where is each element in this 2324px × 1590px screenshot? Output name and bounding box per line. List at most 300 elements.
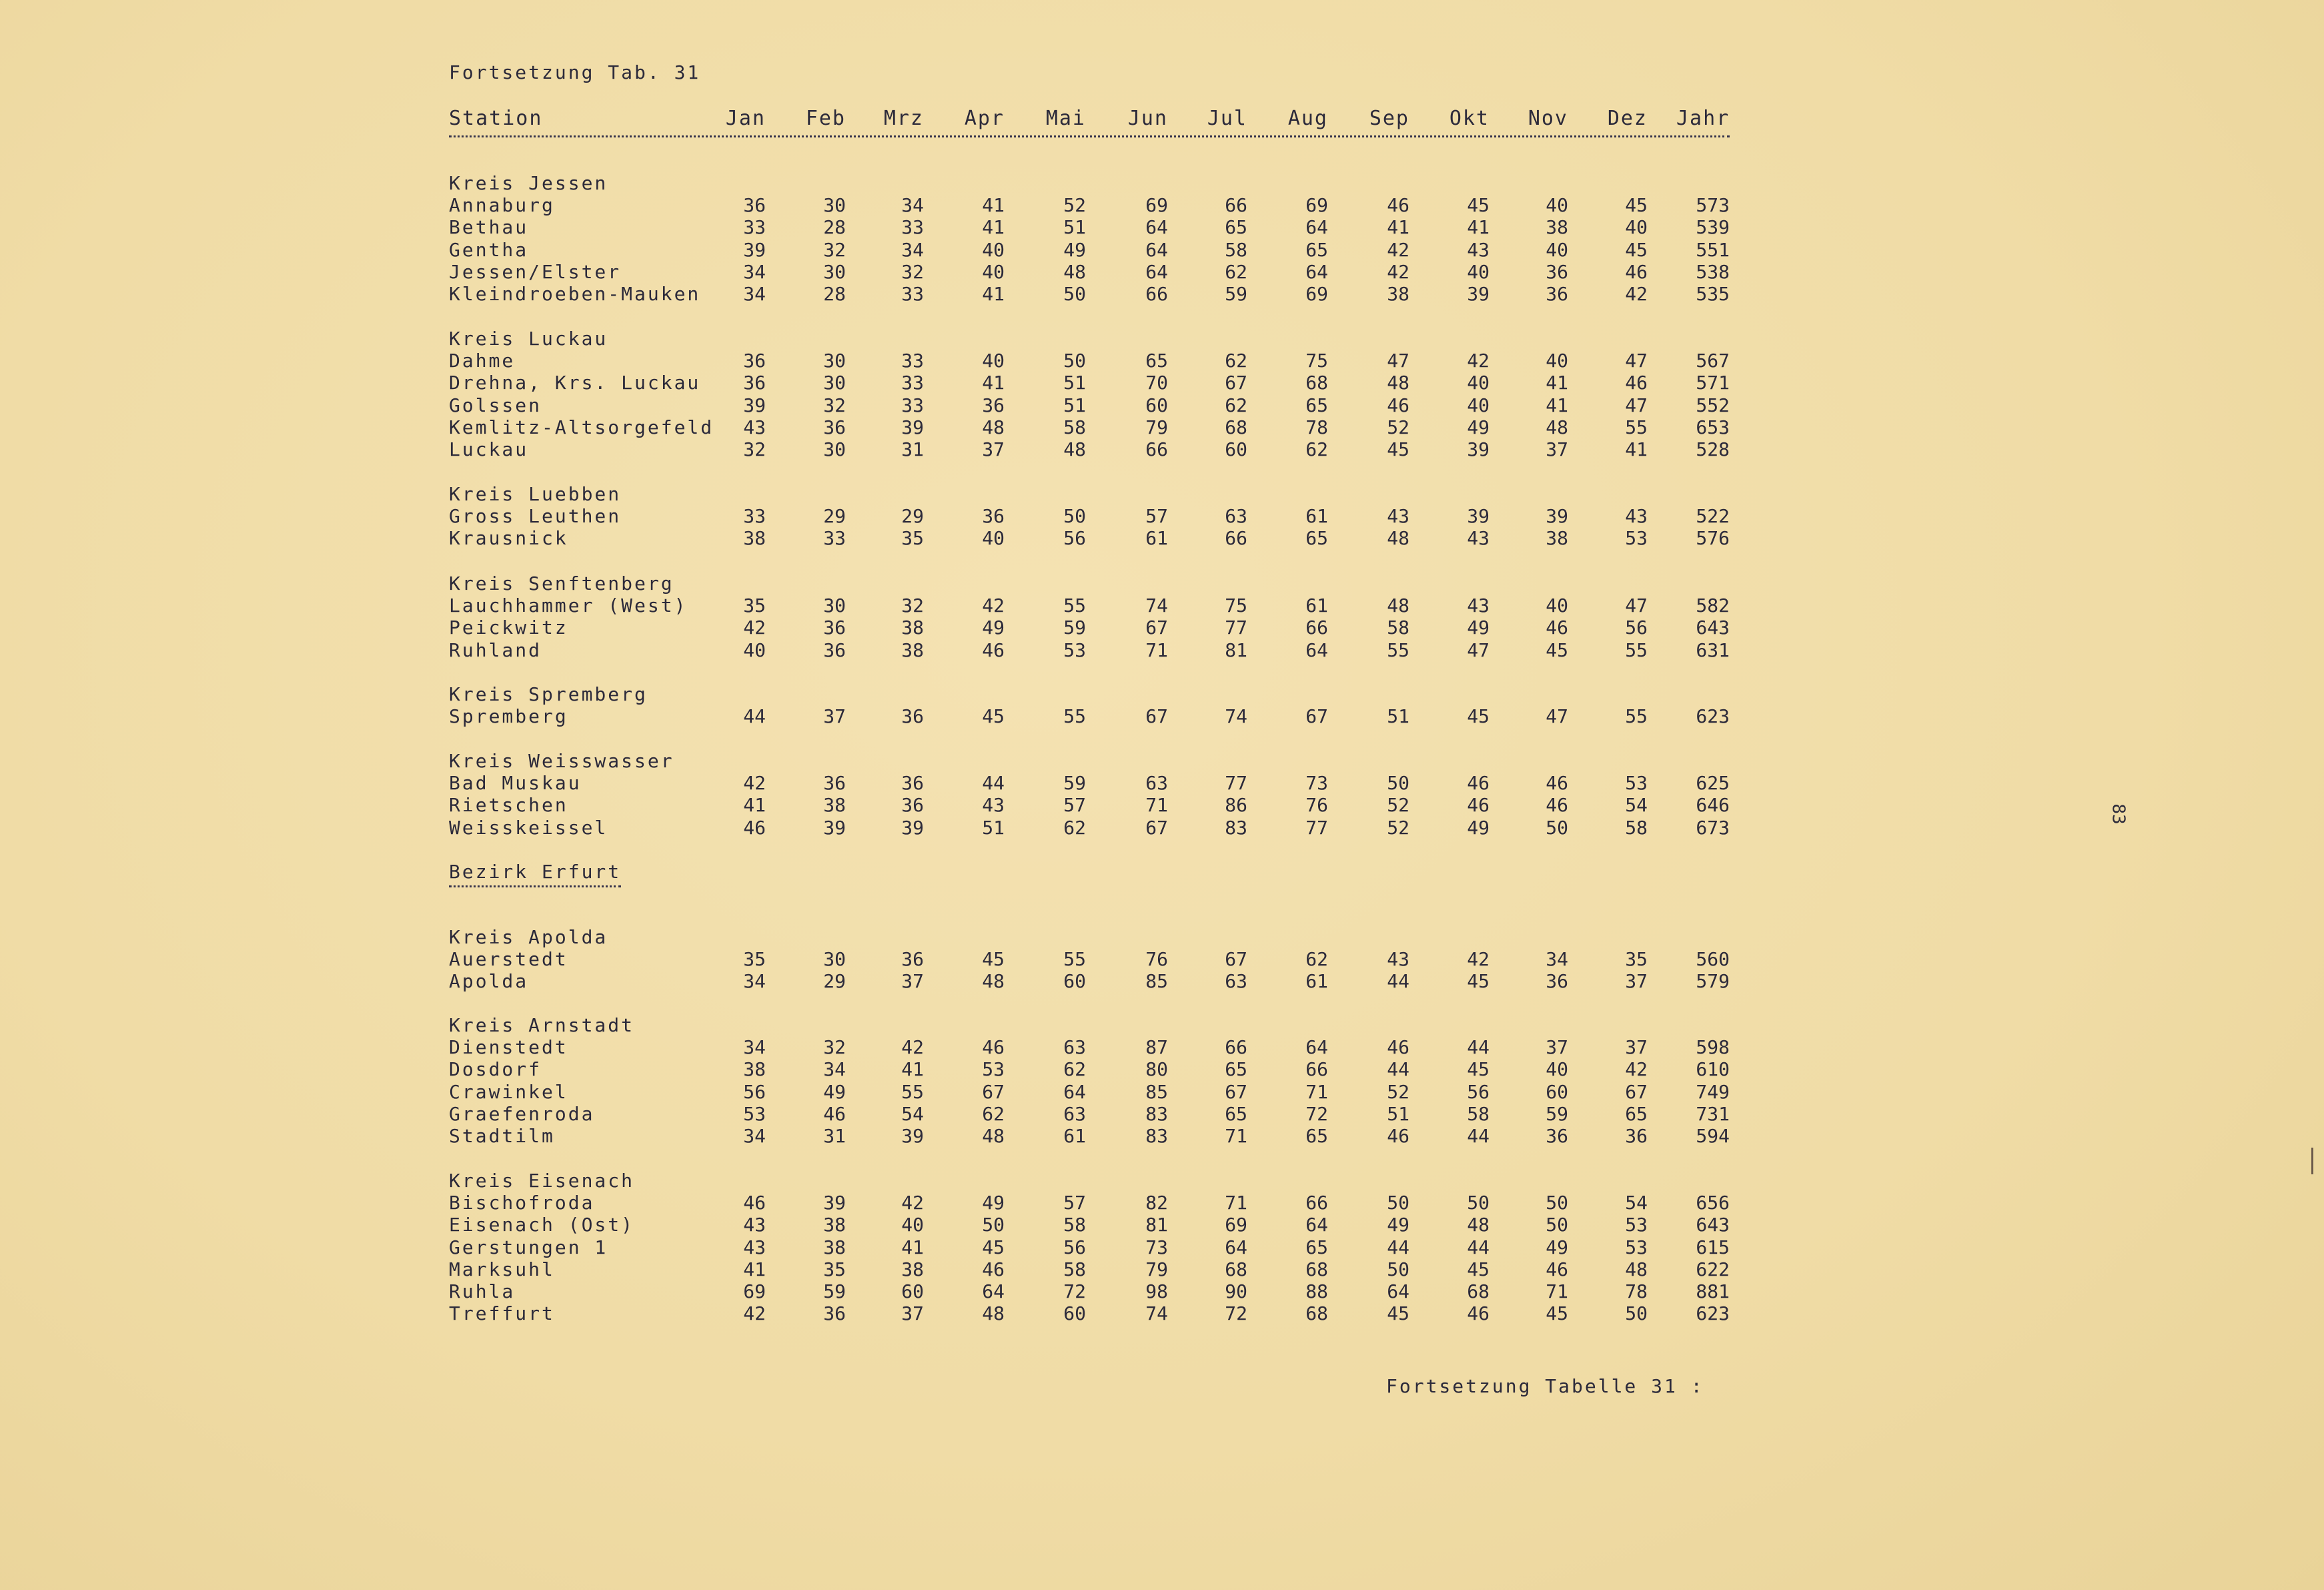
cell-jan: 32 xyxy=(743,438,766,460)
cell-feb: 36 xyxy=(823,772,846,795)
cell-nov: 46 xyxy=(1546,1258,1568,1280)
cell-feb: 29 xyxy=(823,505,846,528)
cell-mai: 55 xyxy=(1063,594,1086,617)
cell-apr: 67 xyxy=(982,1080,1005,1103)
cell-jun: 65 xyxy=(1145,350,1168,372)
cell-okt: 46 xyxy=(1467,772,1490,795)
group-title: Kreis Spremberg xyxy=(449,683,648,705)
cell-aug: 64 xyxy=(1305,216,1328,239)
cell-sep: 58 xyxy=(1387,617,1409,639)
cell-aug: 71 xyxy=(1305,1080,1328,1103)
cell-nov: 46 xyxy=(1546,794,1568,817)
cell-jul: 66 xyxy=(1225,1036,1247,1059)
cell-dez: 42 xyxy=(1625,1058,1648,1081)
cell-feb: 30 xyxy=(823,372,846,394)
cell-mrz: 37 xyxy=(901,970,924,993)
cell-apr: 51 xyxy=(982,816,1005,839)
table-row xyxy=(449,1192,1730,1216)
station-name: Peickwitz xyxy=(449,617,568,639)
cell-jul: 65 xyxy=(1225,1058,1247,1081)
cell-jun: 57 xyxy=(1145,505,1168,528)
table-row xyxy=(449,948,1730,972)
cell-jan: 39 xyxy=(743,238,766,261)
cell-apr: 45 xyxy=(982,705,1005,728)
station-name: Apolda xyxy=(449,970,529,993)
cell-okt: 68 xyxy=(1467,1280,1490,1302)
cell-mrz: 41 xyxy=(901,1058,924,1081)
table-row xyxy=(449,1214,1730,1238)
cell-jul: 72 xyxy=(1225,1302,1247,1325)
cell-mrz: 36 xyxy=(901,772,924,795)
cell-jul: 62 xyxy=(1225,260,1247,283)
cell-jun: 74 xyxy=(1145,1302,1168,1325)
footer-note: Fortsetzung Tabelle 31 : xyxy=(1386,1375,1704,1397)
cell-okt: 49 xyxy=(1467,416,1490,438)
cell-jahr: 643 xyxy=(1696,1214,1730,1236)
cell-feb: 30 xyxy=(823,194,846,217)
group-title: Kreis Eisenach xyxy=(449,1170,635,1192)
cell-mai: 51 xyxy=(1063,372,1086,394)
cell-jul: 75 xyxy=(1225,594,1247,617)
cell-sep: 43 xyxy=(1387,948,1409,971)
cell-jul: 60 xyxy=(1225,438,1247,460)
cell-aug: 65 xyxy=(1305,1236,1328,1258)
cell-mai: 56 xyxy=(1063,527,1086,550)
cell-jun: 70 xyxy=(1145,372,1168,394)
cell-feb: 36 xyxy=(823,1302,846,1325)
cell-sep: 46 xyxy=(1387,394,1409,416)
table-row xyxy=(449,1125,1730,1149)
cell-jahr: 528 xyxy=(1696,438,1730,460)
cell-jahr: 522 xyxy=(1696,505,1730,528)
cell-feb: 38 xyxy=(823,1236,846,1258)
cell-jan: 38 xyxy=(743,527,766,550)
cell-nov: 46 xyxy=(1546,772,1568,795)
cell-okt: 45 xyxy=(1467,194,1490,217)
cell-okt: 45 xyxy=(1467,1058,1490,1081)
cell-feb: 38 xyxy=(823,1214,846,1236)
cell-apr: 49 xyxy=(982,617,1005,639)
cell-dez: 45 xyxy=(1625,194,1648,217)
cell-nov: 50 xyxy=(1546,816,1568,839)
cell-sep: 50 xyxy=(1387,1258,1409,1280)
cell-feb: 39 xyxy=(823,816,846,839)
table-row xyxy=(449,1258,1730,1282)
cell-jul: 71 xyxy=(1225,1125,1247,1147)
cell-mrz: 39 xyxy=(901,816,924,839)
cell-jan: 43 xyxy=(743,1236,766,1258)
station-name: Dahme xyxy=(449,350,516,372)
cell-sep: 44 xyxy=(1387,970,1409,993)
cell-okt: 40 xyxy=(1467,394,1490,416)
cell-aug: 61 xyxy=(1305,505,1328,528)
cell-jan: 34 xyxy=(743,1125,766,1147)
cell-jun: 85 xyxy=(1145,1080,1168,1103)
cell-jul: 63 xyxy=(1225,505,1247,528)
cell-sep: 50 xyxy=(1387,1192,1409,1214)
header-nov: Nov xyxy=(1528,107,1568,130)
cell-jan: 40 xyxy=(743,639,766,661)
cell-nov: 34 xyxy=(1546,948,1568,971)
header-feb: Feb xyxy=(805,107,846,130)
cell-mai: 48 xyxy=(1063,438,1086,460)
cell-apr: 45 xyxy=(982,1236,1005,1258)
cell-dez: 40 xyxy=(1625,216,1648,239)
cell-apr: 40 xyxy=(982,350,1005,372)
cell-dez: 50 xyxy=(1625,1302,1648,1325)
cell-okt: 45 xyxy=(1467,1258,1490,1280)
cell-okt: 42 xyxy=(1467,948,1490,971)
cell-jahr: 623 xyxy=(1696,705,1730,728)
cell-jul: 66 xyxy=(1225,527,1247,550)
cell-nov: 59 xyxy=(1546,1102,1568,1125)
cell-jul: 67 xyxy=(1225,372,1247,394)
cell-jul: 71 xyxy=(1225,1192,1247,1214)
cell-dez: 47 xyxy=(1625,394,1648,416)
cell-feb: 30 xyxy=(823,438,846,460)
cell-sep: 42 xyxy=(1387,260,1409,283)
cell-sep: 44 xyxy=(1387,1236,1409,1258)
cell-mai: 55 xyxy=(1063,948,1086,971)
cell-okt: 41 xyxy=(1467,216,1490,239)
cell-jun: 63 xyxy=(1145,772,1168,795)
cell-dez: 58 xyxy=(1625,816,1648,839)
cell-dez: 54 xyxy=(1625,794,1648,817)
cell-okt: 49 xyxy=(1467,617,1490,639)
cell-jan: 42 xyxy=(743,617,766,639)
cell-jahr: 594 xyxy=(1696,1125,1730,1147)
cell-mai: 61 xyxy=(1063,1125,1086,1147)
cell-aug: 61 xyxy=(1305,594,1328,617)
cell-jahr: 579 xyxy=(1696,970,1730,993)
cell-apr: 44 xyxy=(982,772,1005,795)
cell-mai: 60 xyxy=(1063,970,1086,993)
cell-nov: 45 xyxy=(1546,1302,1568,1325)
cell-aug: 66 xyxy=(1305,1058,1328,1081)
cell-sep: 46 xyxy=(1387,1125,1409,1147)
cell-sep: 51 xyxy=(1387,705,1409,728)
header-station: Station xyxy=(449,107,543,130)
cell-mrz: 38 xyxy=(901,617,924,639)
cell-jahr: 631 xyxy=(1696,639,1730,661)
cell-jan: 34 xyxy=(743,260,766,283)
cell-aug: 76 xyxy=(1305,794,1328,817)
cell-aug: 64 xyxy=(1305,1214,1328,1236)
cell-mai: 62 xyxy=(1063,1058,1086,1081)
cell-jahr: 539 xyxy=(1696,216,1730,239)
cell-aug: 65 xyxy=(1305,1125,1328,1147)
cell-jun: 79 xyxy=(1145,1258,1168,1280)
cell-nov: 40 xyxy=(1546,350,1568,372)
table-row xyxy=(449,772,1730,796)
cell-apr: 53 xyxy=(982,1058,1005,1081)
cell-aug: 69 xyxy=(1305,283,1328,305)
cell-nov: 36 xyxy=(1546,970,1568,993)
cell-jul: 66 xyxy=(1225,194,1247,217)
cell-aug: 64 xyxy=(1305,639,1328,661)
cell-okt: 44 xyxy=(1467,1125,1490,1147)
cell-jahr: 571 xyxy=(1696,372,1730,394)
cell-dez: 47 xyxy=(1625,350,1648,372)
cell-apr: 40 xyxy=(982,527,1005,550)
station-name: Graefenroda xyxy=(449,1102,595,1125)
bezirk-heading: Bezirk Erfurt xyxy=(449,861,621,887)
table-row xyxy=(449,416,1730,440)
cell-apr: 41 xyxy=(982,283,1005,305)
cell-aug: 62 xyxy=(1305,438,1328,460)
cell-mai: 57 xyxy=(1063,1192,1086,1214)
station-name: Treffurt xyxy=(449,1302,555,1325)
cell-mrz: 33 xyxy=(901,283,924,305)
cell-okt: 40 xyxy=(1467,260,1490,283)
cell-jun: 83 xyxy=(1145,1125,1168,1147)
cell-jan: 46 xyxy=(743,816,766,839)
cell-jan: 69 xyxy=(743,1280,766,1302)
cell-aug: 68 xyxy=(1305,372,1328,394)
table-row xyxy=(449,1081,1730,1105)
cell-feb: 59 xyxy=(823,1280,846,1302)
cell-mai: 63 xyxy=(1063,1102,1086,1125)
cell-feb: 28 xyxy=(823,283,846,305)
cell-feb: 30 xyxy=(823,594,846,617)
header-dez: Dez xyxy=(1607,107,1648,130)
station-name: Marksuhl xyxy=(449,1258,555,1280)
cell-sep: 46 xyxy=(1387,1036,1409,1059)
cell-jun: 81 xyxy=(1145,1214,1168,1236)
cell-okt: 40 xyxy=(1467,372,1490,394)
cell-nov: 48 xyxy=(1546,416,1568,438)
cell-jun: 73 xyxy=(1145,1236,1168,1258)
cell-jun: 80 xyxy=(1145,1058,1168,1081)
cell-jun: 79 xyxy=(1145,416,1168,438)
cell-mrz: 33 xyxy=(901,394,924,416)
cell-jahr: 653 xyxy=(1696,416,1730,438)
cell-aug: 88 xyxy=(1305,1280,1328,1302)
cell-jahr: 573 xyxy=(1696,194,1730,217)
cell-okt: 56 xyxy=(1467,1080,1490,1103)
header-mrz: Mrz xyxy=(883,107,924,130)
cell-dez: 54 xyxy=(1625,1192,1648,1214)
cell-dez: 48 xyxy=(1625,1258,1648,1280)
station-name: Kleindroeben-Mauken xyxy=(449,283,701,305)
cell-feb: 30 xyxy=(823,948,846,971)
cell-jahr: 643 xyxy=(1696,617,1730,639)
station-name: Stadtilm xyxy=(449,1125,555,1147)
cell-dez: 55 xyxy=(1625,639,1648,661)
cell-nov: 40 xyxy=(1546,1058,1568,1081)
table-row xyxy=(449,1302,1730,1326)
cell-jul: 81 xyxy=(1225,639,1247,661)
table-row xyxy=(449,1058,1730,1082)
cell-mrz: 35 xyxy=(901,527,924,550)
cell-okt: 39 xyxy=(1467,505,1490,528)
cell-jahr: 731 xyxy=(1696,1102,1730,1125)
cell-okt: 47 xyxy=(1467,639,1490,661)
cell-jahr: 538 xyxy=(1696,260,1730,283)
cell-jun: 69 xyxy=(1145,194,1168,217)
cell-feb: 39 xyxy=(823,1192,846,1214)
cell-nov: 37 xyxy=(1546,438,1568,460)
cell-mrz: 33 xyxy=(901,350,924,372)
cell-sep: 50 xyxy=(1387,772,1409,795)
cell-jul: 59 xyxy=(1225,283,1247,305)
table-row xyxy=(449,617,1730,641)
station-name: Golssen xyxy=(449,394,542,416)
cell-mai: 50 xyxy=(1063,283,1086,305)
cell-aug: 61 xyxy=(1305,970,1328,993)
station-name: Drehna, Krs. Luckau xyxy=(449,372,701,394)
cell-apr: 36 xyxy=(982,394,1005,416)
cell-jan: 44 xyxy=(743,705,766,728)
group-title: Kreis Weisswasser xyxy=(449,750,674,772)
group-title: Kreis Arnstadt xyxy=(449,1014,635,1036)
cell-dez: 43 xyxy=(1625,505,1648,528)
cell-mrz: 34 xyxy=(901,238,924,261)
station-name: Eisenach (Ost) xyxy=(449,1214,635,1236)
table-row xyxy=(449,350,1730,374)
table-row xyxy=(449,216,1730,240)
cell-jul: 67 xyxy=(1225,1080,1247,1103)
cell-mrz: 54 xyxy=(901,1102,924,1125)
cell-apr: 37 xyxy=(982,438,1005,460)
header-okt: Okt xyxy=(1449,107,1490,130)
cell-jul: 67 xyxy=(1225,948,1247,971)
cell-jahr: 749 xyxy=(1696,1080,1730,1103)
cell-jul: 68 xyxy=(1225,416,1247,438)
cell-jan: 33 xyxy=(743,216,766,239)
cell-nov: 37 xyxy=(1546,1036,1568,1059)
cell-aug: 78 xyxy=(1305,416,1328,438)
cell-jul: 77 xyxy=(1225,617,1247,639)
table-row xyxy=(449,817,1730,841)
cell-mrz: 38 xyxy=(901,639,924,661)
cell-mrz: 36 xyxy=(901,948,924,971)
table-row xyxy=(449,1280,1730,1304)
cell-jul: 62 xyxy=(1225,350,1247,372)
cell-dez: 41 xyxy=(1625,438,1648,460)
header-jahr: Jahr xyxy=(1676,107,1730,130)
cell-mai: 57 xyxy=(1063,794,1086,817)
cell-feb: 32 xyxy=(823,394,846,416)
cell-jan: 53 xyxy=(743,1102,766,1125)
cell-mai: 51 xyxy=(1063,394,1086,416)
page-number: 83 xyxy=(2108,803,2129,825)
cell-nov: 46 xyxy=(1546,617,1568,639)
cell-feb: 32 xyxy=(823,238,846,261)
station-name: Gerstungen 1 xyxy=(449,1236,608,1258)
cell-jul: 63 xyxy=(1225,970,1247,993)
cell-nov: 41 xyxy=(1546,394,1568,416)
cell-aug: 67 xyxy=(1305,705,1328,728)
cell-dez: 45 xyxy=(1625,238,1648,261)
cell-nov: 50 xyxy=(1546,1192,1568,1214)
cell-nov: 71 xyxy=(1546,1280,1568,1302)
cell-jun: 83 xyxy=(1145,1102,1168,1125)
cell-mai: 58 xyxy=(1063,1258,1086,1280)
cell-jan: 36 xyxy=(743,194,766,217)
cell-jan: 41 xyxy=(743,1258,766,1280)
station-name: Kemlitz-Altsorgefeld xyxy=(449,416,714,438)
cell-sep: 43 xyxy=(1387,505,1409,528)
cell-jun: 61 xyxy=(1145,527,1168,550)
cell-jan: 35 xyxy=(743,594,766,617)
cell-okt: 58 xyxy=(1467,1102,1490,1125)
cell-aug: 66 xyxy=(1305,617,1328,639)
cell-okt: 48 xyxy=(1467,1214,1490,1236)
cell-nov: 38 xyxy=(1546,216,1568,239)
cell-dez: 53 xyxy=(1625,527,1648,550)
header-mai: Mai xyxy=(1045,107,1086,130)
cell-jan: 41 xyxy=(743,794,766,817)
cell-mrz: 33 xyxy=(901,372,924,394)
cell-dez: 53 xyxy=(1625,772,1648,795)
cell-mai: 72 xyxy=(1063,1280,1086,1302)
cell-mai: 49 xyxy=(1063,238,1086,261)
cell-jul: 64 xyxy=(1225,1236,1247,1258)
cell-jan: 34 xyxy=(743,970,766,993)
cell-jan: 36 xyxy=(743,372,766,394)
cell-feb: 46 xyxy=(823,1102,846,1125)
cell-aug: 68 xyxy=(1305,1302,1328,1325)
cell-mrz: 34 xyxy=(901,194,924,217)
cell-sep: 41 xyxy=(1387,216,1409,239)
cell-aug: 65 xyxy=(1305,394,1328,416)
cell-jahr: 552 xyxy=(1696,394,1730,416)
cell-mai: 59 xyxy=(1063,772,1086,795)
cell-nov: 47 xyxy=(1546,705,1568,728)
cell-nov: 40 xyxy=(1546,238,1568,261)
cell-mrz: 33 xyxy=(901,216,924,239)
cell-jun: 85 xyxy=(1145,970,1168,993)
table-row xyxy=(449,505,1730,529)
cell-jahr: 598 xyxy=(1696,1036,1730,1059)
cell-jun: 67 xyxy=(1145,816,1168,839)
station-name: Lauchhammer (West) xyxy=(449,594,688,617)
edge-mark xyxy=(2311,1148,2313,1174)
station-name: Weisskeissel xyxy=(449,816,608,839)
cell-sep: 48 xyxy=(1387,372,1409,394)
cell-apr: 46 xyxy=(982,1258,1005,1280)
table-row xyxy=(449,794,1730,818)
cell-sep: 64 xyxy=(1387,1280,1409,1302)
cell-aug: 77 xyxy=(1305,816,1328,839)
cell-jun: 76 xyxy=(1145,948,1168,971)
cell-dez: 78 xyxy=(1625,1280,1648,1302)
cell-feb: 31 xyxy=(823,1125,846,1147)
cell-sep: 52 xyxy=(1387,816,1409,839)
cell-mai: 63 xyxy=(1063,1036,1086,1059)
cell-apr: 36 xyxy=(982,505,1005,528)
cell-jahr: 881 xyxy=(1696,1280,1730,1302)
cell-jul: 77 xyxy=(1225,772,1247,795)
cell-mrz: 55 xyxy=(901,1080,924,1103)
group-title: Kreis Jessen xyxy=(449,172,608,194)
cell-mai: 59 xyxy=(1063,617,1086,639)
cell-okt: 43 xyxy=(1467,594,1490,617)
cell-okt: 39 xyxy=(1467,283,1490,305)
cell-jun: 74 xyxy=(1145,594,1168,617)
group-title: Kreis Luebben xyxy=(449,483,622,505)
station-name: Bad Muskau xyxy=(449,772,582,795)
cell-jahr: 622 xyxy=(1696,1258,1730,1280)
cell-feb: 35 xyxy=(823,1258,846,1280)
header-apr: Apr xyxy=(964,107,1005,130)
cell-dez: 55 xyxy=(1625,705,1648,728)
cell-jan: 39 xyxy=(743,394,766,416)
cell-sep: 44 xyxy=(1387,1058,1409,1081)
cell-mrz: 42 xyxy=(901,1192,924,1214)
cell-sep: 48 xyxy=(1387,594,1409,617)
